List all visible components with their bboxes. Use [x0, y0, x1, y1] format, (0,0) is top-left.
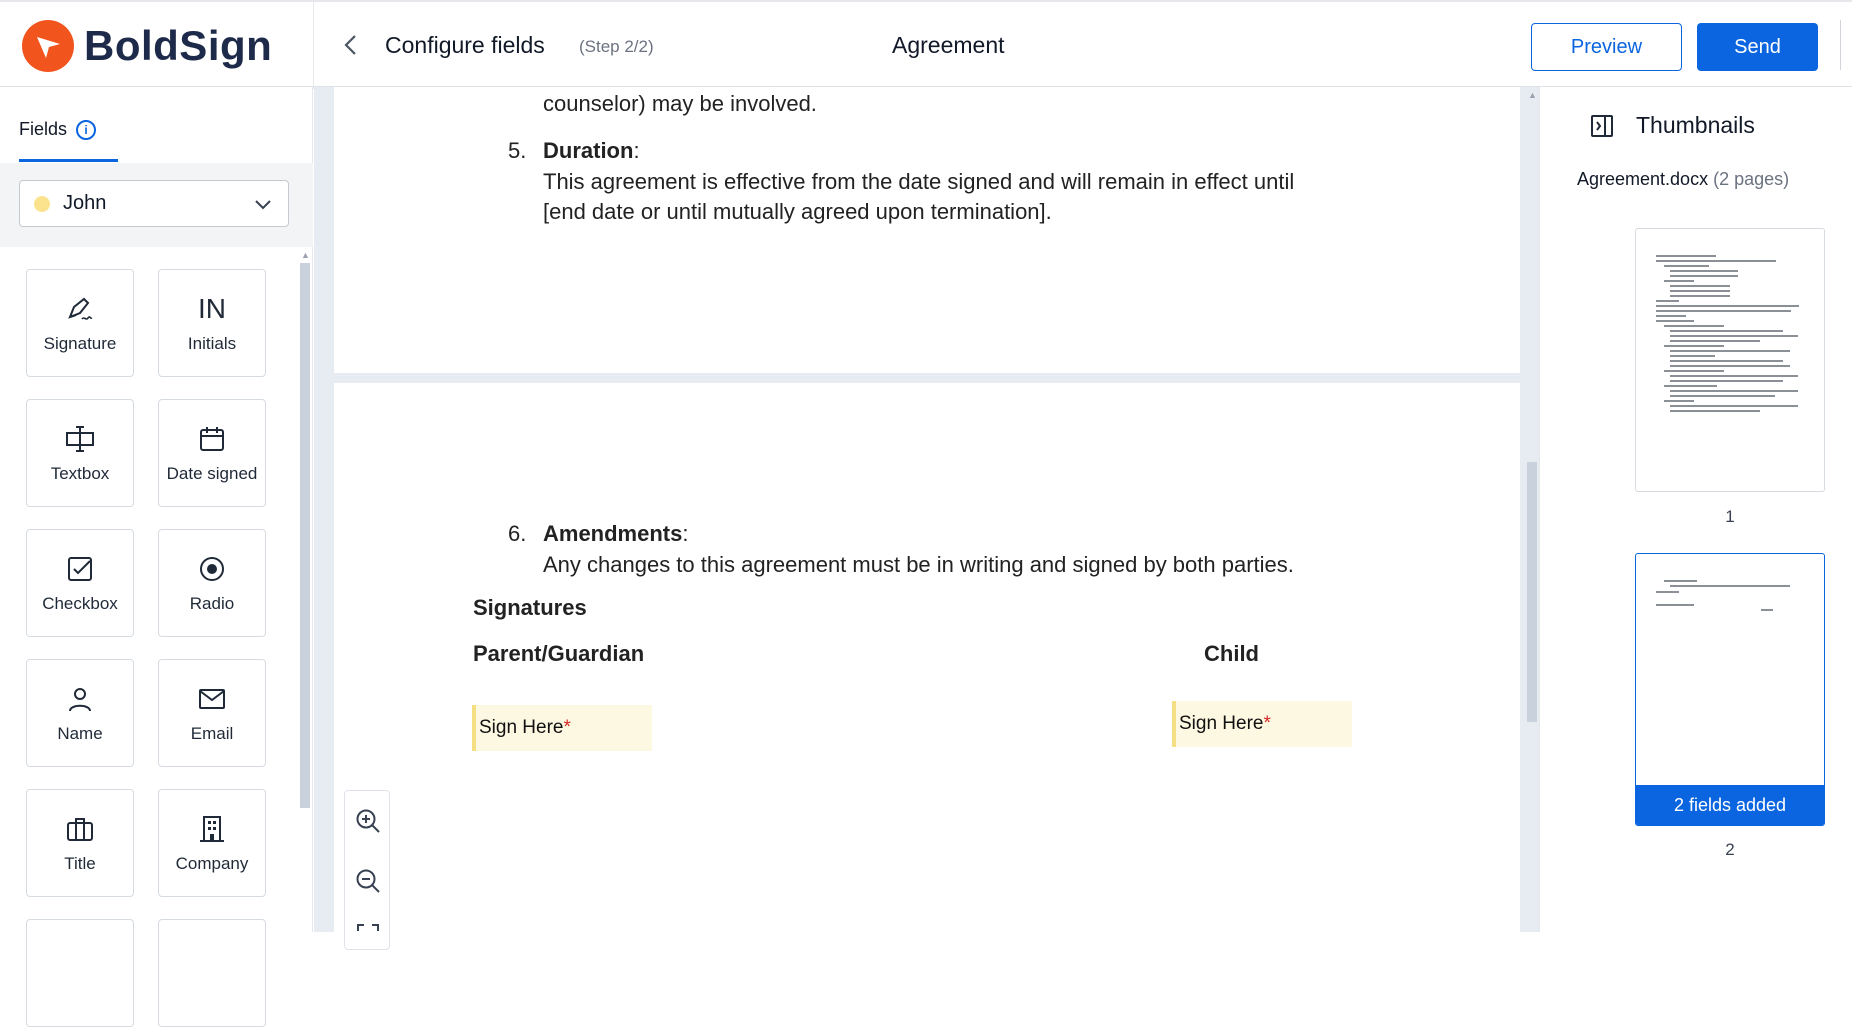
field-label: Textbox	[50, 464, 110, 483]
parent-label: Parent/Guardian	[473, 641, 645, 666]
signer-area	[0, 163, 313, 247]
field-label: Title	[64, 854, 96, 873]
field-label: Checkbox	[42, 594, 118, 613]
scroll-up-arrow[interactable]: ▲	[301, 250, 310, 260]
initials-icon: IN	[198, 293, 226, 324]
chevron-left-icon	[343, 34, 357, 56]
preview-button[interactable]: Preview	[1531, 23, 1682, 71]
scrollbar-thumb[interactable]	[300, 263, 310, 808]
page-title: Configure fields	[385, 32, 545, 58]
checkbox-icon	[66, 552, 94, 586]
thumbnails-title: Thumbnails	[1636, 112, 1755, 138]
field-name[interactable]	[26, 659, 134, 767]
file-info	[1577, 169, 1789, 190]
thumbnails-header	[1590, 112, 1755, 139]
field-email[interactable]	[158, 659, 266, 767]
document-scrollbar-thumb[interactable]	[1527, 462, 1537, 722]
brand-logo[interactable]	[22, 20, 272, 72]
field-label: Radio	[189, 594, 235, 613]
required-marker: *	[1263, 713, 1271, 734]
fit-page-button[interactable]	[354, 921, 382, 949]
document-viewer	[314, 87, 1539, 932]
panel-toggle-icon[interactable]	[1590, 114, 1614, 138]
logo-icon	[22, 20, 74, 72]
thumbnails-panel	[1539, 87, 1852, 932]
zoom-out-icon	[355, 868, 381, 894]
child-label: Child	[1204, 641, 1259, 666]
divider	[1840, 20, 1841, 70]
back-button[interactable]	[338, 30, 362, 60]
field-checkbox[interactable]	[26, 529, 134, 637]
document-title: Agreement	[892, 32, 1005, 58]
divider	[313, 2, 314, 89]
brand-name: BoldSign	[84, 22, 273, 69]
field-textbox[interactable]	[26, 399, 134, 507]
doc-text: [end date or until mutually agreed upon termination].	[543, 199, 1052, 224]
doc-heading: Duration:	[543, 138, 640, 163]
zoom-in-icon	[355, 808, 381, 834]
page-number: 1	[1725, 507, 1735, 526]
field-label: Name	[57, 724, 103, 743]
signer-color-dot	[34, 196, 50, 212]
mail-icon	[197, 682, 227, 716]
document-page-2	[334, 383, 1520, 932]
doc-text: This agreement is effective from the date signed and will remain in effect until	[543, 169, 1295, 194]
field-initials[interactable]	[158, 269, 266, 377]
field-company[interactable]	[158, 789, 266, 897]
page-thumbnail-1[interactable]	[1635, 228, 1825, 492]
field-more[interactable]	[158, 919, 266, 1027]
signature-icon	[64, 292, 96, 326]
signature-field-parent[interactable]: Sign Here *	[472, 705, 652, 751]
field-signature[interactable]	[26, 269, 134, 377]
step-indicator: (Step 2/2)	[579, 37, 654, 56]
field-title[interactable]	[26, 789, 134, 897]
tab-fields-label: Fields	[19, 119, 68, 139]
doc-text: counselor) may be involved.	[543, 91, 817, 116]
page-count: (2 pages)	[1713, 169, 1790, 189]
document-page-1	[334, 87, 1520, 373]
chevron-down-icon	[254, 195, 272, 213]
calendar-icon	[198, 422, 226, 456]
field-label: Date signed	[166, 464, 258, 483]
info-icon[interactable]: i	[76, 120, 96, 140]
fit-icon	[356, 923, 380, 947]
field-label: Initials	[187, 334, 237, 353]
zoom-in-button[interactable]	[354, 807, 382, 835]
radio-icon	[198, 552, 226, 586]
textbox-icon	[64, 422, 96, 456]
top-bar	[0, 0, 1852, 87]
required-marker: *	[563, 717, 571, 738]
list-number: 5.	[508, 138, 527, 163]
tab-underline	[19, 159, 118, 162]
list-number: 6.	[508, 521, 527, 546]
building-icon	[198, 812, 226, 846]
briefcase-icon	[65, 812, 95, 846]
field-radio[interactable]	[158, 529, 266, 637]
thumbnail-preview	[1656, 580, 1806, 614]
signer-name: John	[63, 192, 107, 214]
zoom-controls	[344, 790, 390, 950]
page-thumbnail-2[interactable]	[1635, 553, 1825, 826]
fields-added-badge: 2 fields added	[1636, 785, 1824, 825]
doc-text: Any changes to this agreement must be in writing and signed by both parties.	[543, 552, 1294, 577]
thumbnail-preview	[1656, 255, 1806, 415]
signatures-heading: Signatures	[473, 595, 587, 620]
field-label: Signature	[43, 334, 117, 353]
zoom-out-button[interactable]	[354, 867, 382, 895]
signer-select[interactable]	[19, 180, 289, 227]
send-button[interactable]: Send	[1697, 23, 1818, 71]
tab-fields[interactable]	[19, 119, 96, 140]
field-label: Company	[175, 854, 249, 873]
fields-sidebar	[0, 87, 313, 932]
page-number: 2	[1725, 840, 1735, 859]
scroll-up-arrow[interactable]: ▲	[1528, 90, 1537, 100]
signature-field-child[interactable]: Sign Here *	[1172, 701, 1352, 747]
field-date-signed[interactable]	[158, 399, 266, 507]
doc-heading: Amendments:	[543, 521, 689, 546]
person-icon	[66, 682, 94, 716]
file-name: Agreement.docx	[1577, 169, 1709, 189]
field-more[interactable]	[26, 919, 134, 1027]
field-label: Email	[190, 724, 234, 743]
